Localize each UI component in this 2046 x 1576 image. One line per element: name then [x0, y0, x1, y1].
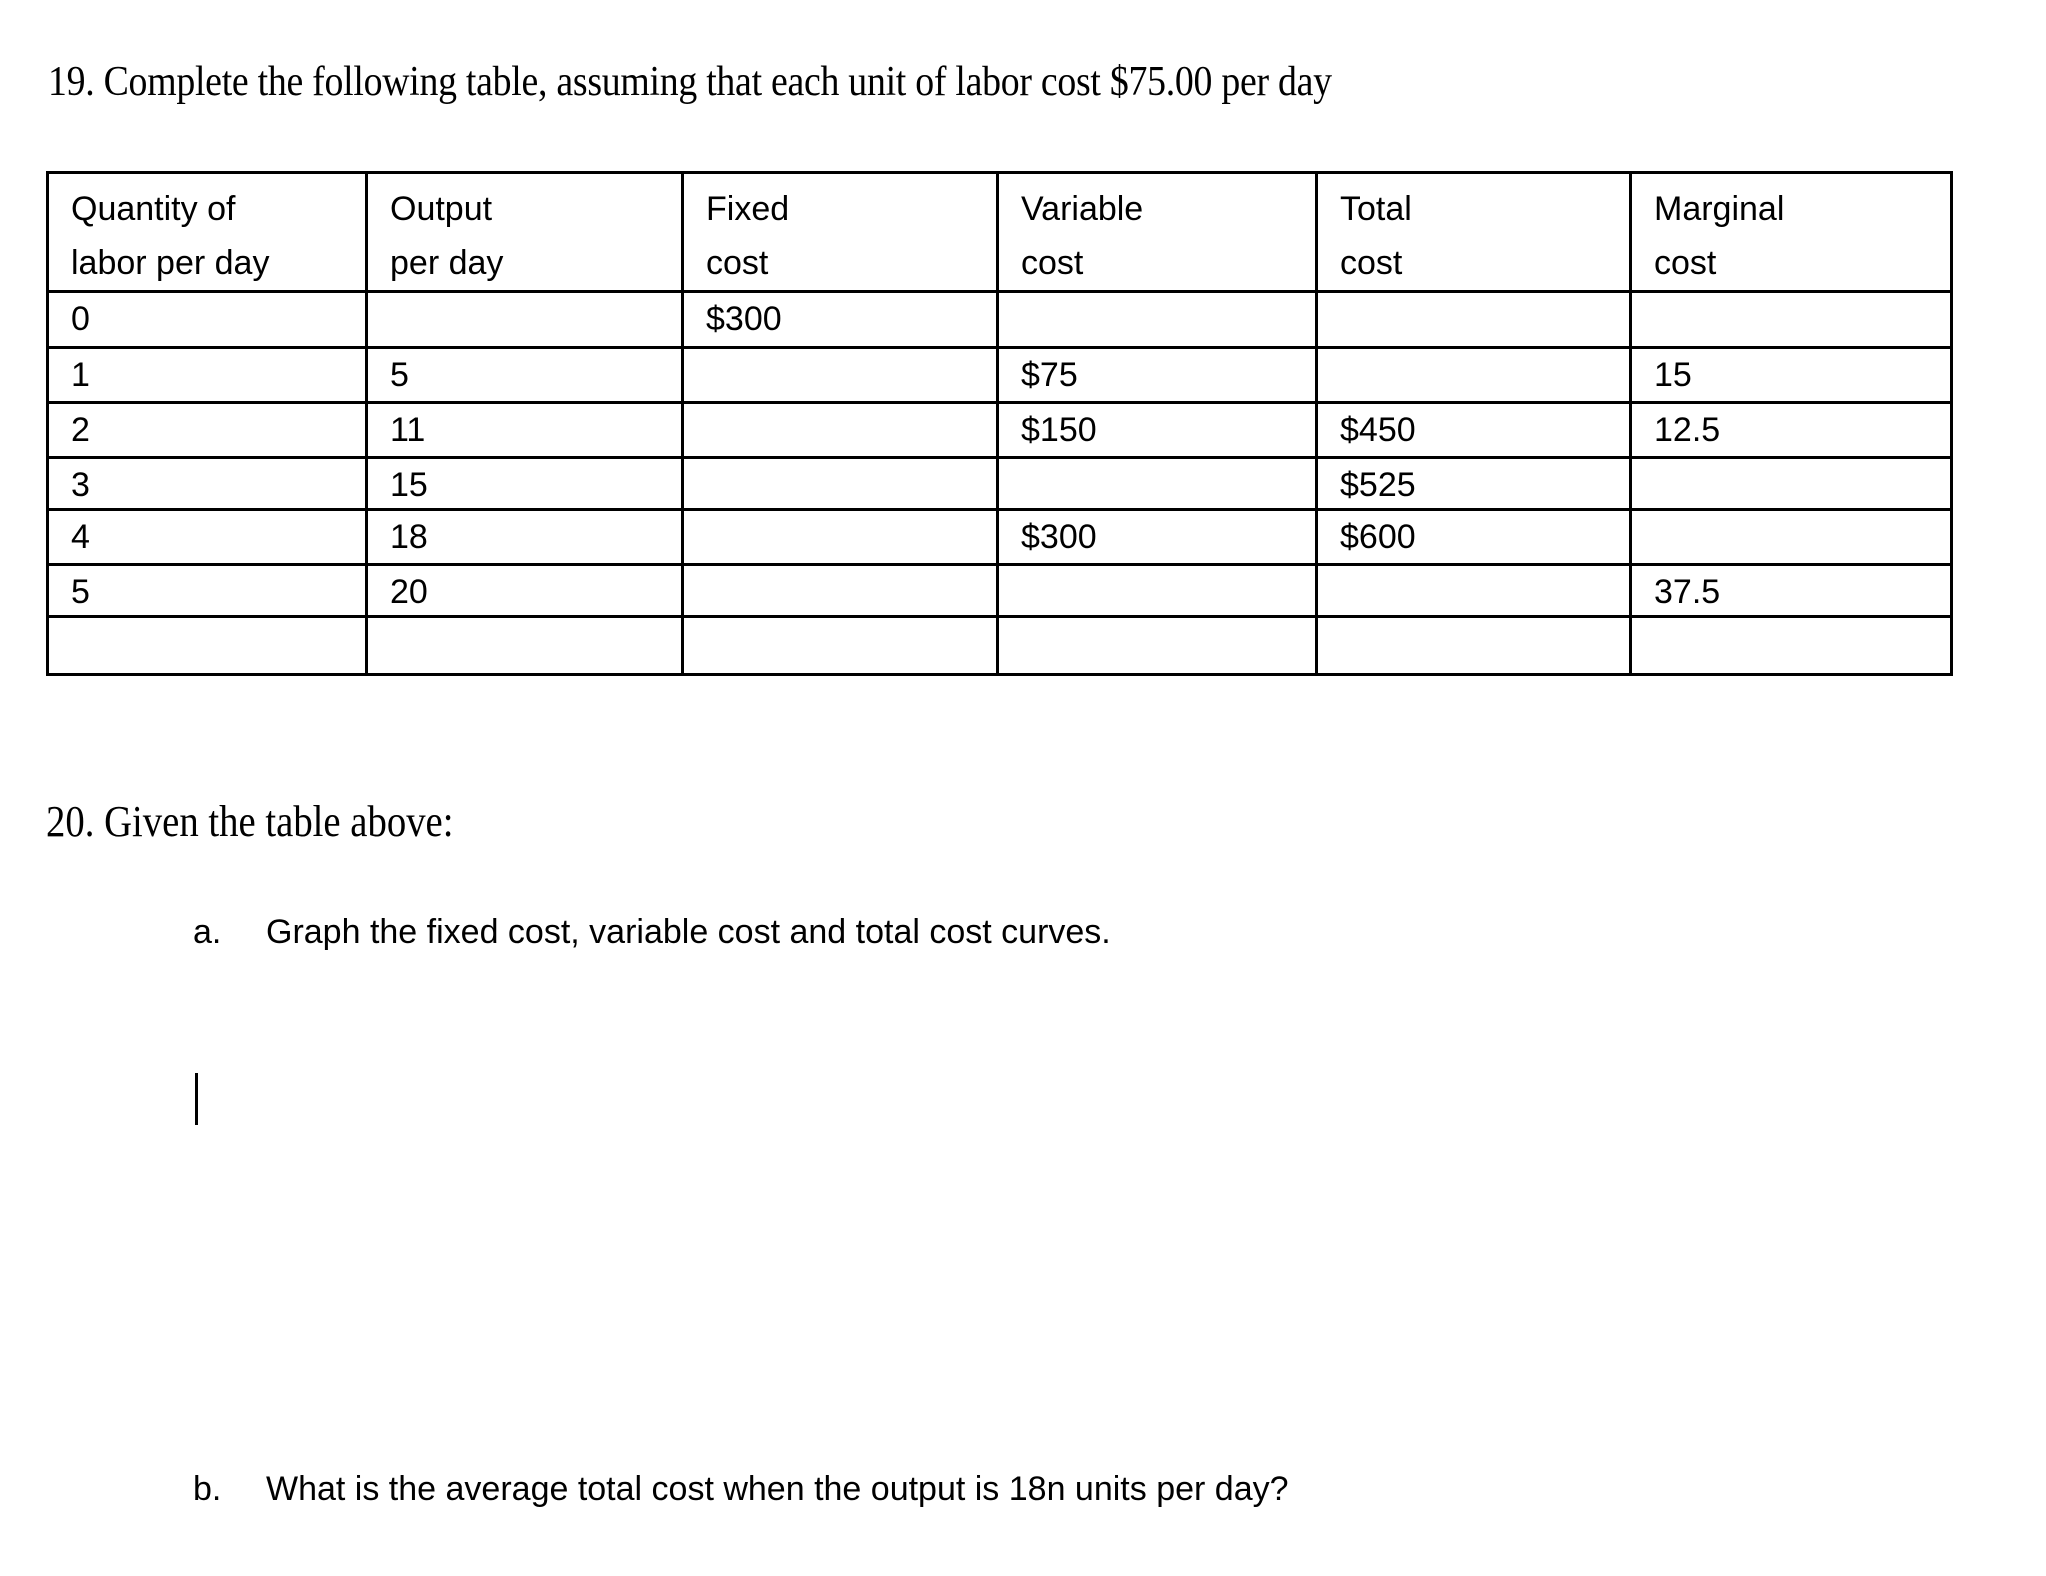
cell-marginal-cost[interactable]: 12.5 [1631, 403, 1952, 458]
cell-fixed-cost[interactable] [683, 565, 998, 617]
header-fixed-cost[interactable]: Fixed cost [683, 173, 998, 292]
cell-fixed-cost[interactable] [683, 458, 998, 510]
cell-total-cost[interactable]: $525 [1317, 458, 1631, 510]
header-quantity-of-labor[interactable]: Quantity of labor per day [48, 173, 367, 292]
header-variable-cost[interactable]: Variable cost [998, 173, 1317, 292]
table-row [48, 403, 1952, 458]
cell-total-cost[interactable] [1317, 565, 1631, 617]
cell-marginal-cost[interactable] [1631, 292, 1952, 348]
cell-output[interactable]: 11 [367, 403, 683, 458]
question-19-heading: 19. Complete the following table, assuming that each unit of labor cost $75.00 per day [48, 59, 1332, 105]
cell-labor[interactable]: 0 [48, 292, 367, 348]
cell-variable-cost[interactable] [998, 565, 1317, 617]
cell-total-cost[interactable] [1317, 617, 1631, 675]
cell-variable-cost[interactable] [998, 617, 1317, 675]
cell-variable-cost[interactable] [998, 292, 1317, 348]
cell-marginal-cost[interactable] [1631, 458, 1952, 510]
table-row-empty [48, 617, 1952, 675]
cell-output[interactable]: 20 [367, 565, 683, 617]
cell-marginal-cost[interactable] [1631, 617, 1952, 675]
cell-output[interactable]: 18 [367, 510, 683, 565]
question-20b-text: What is the average total cost when the output is 18n units per day? [266, 1470, 1289, 1508]
cell-labor[interactable]: 4 [48, 510, 367, 565]
header-output[interactable]: Output per day [367, 173, 683, 292]
cell-variable-cost[interactable]: $150 [998, 403, 1317, 458]
cell-output[interactable] [367, 292, 683, 348]
cell-total-cost[interactable] [1317, 348, 1631, 403]
table-row [48, 510, 1952, 565]
cell-variable-cost[interactable] [998, 458, 1317, 510]
cell-output[interactable] [367, 617, 683, 675]
cell-fixed-cost[interactable] [683, 617, 998, 675]
cell-output[interactable]: 5 [367, 348, 683, 403]
cell-fixed-cost[interactable]: $300 [683, 292, 998, 348]
cost-table [46, 171, 1953, 676]
cell-labor[interactable]: 5 [48, 565, 367, 617]
cell-variable-cost[interactable]: $75 [998, 348, 1317, 403]
table-header-row [48, 173, 1952, 292]
cell-output[interactable]: 15 [367, 458, 683, 510]
list-marker-a: a. [193, 913, 222, 951]
table-row [48, 292, 1952, 348]
cell-fixed-cost[interactable] [683, 348, 998, 403]
table-row [48, 458, 1952, 510]
table-row [48, 348, 1952, 403]
question-20-heading: 20. Given the table above: [46, 797, 454, 846]
cell-total-cost[interactable] [1317, 292, 1631, 348]
cell-total-cost[interactable]: $600 [1317, 510, 1631, 565]
header-total-cost[interactable]: Total cost [1317, 173, 1631, 292]
cell-labor[interactable] [48, 617, 367, 675]
cell-labor[interactable]: 1 [48, 348, 367, 403]
cell-fixed-cost[interactable] [683, 403, 998, 458]
cell-marginal-cost[interactable]: 15 [1631, 348, 1952, 403]
cell-total-cost[interactable]: $450 [1317, 403, 1631, 458]
table-row [48, 565, 1952, 617]
cell-marginal-cost[interactable] [1631, 510, 1952, 565]
cell-labor[interactable]: 3 [48, 458, 367, 510]
cell-marginal-cost[interactable]: 37.5 [1631, 565, 1952, 617]
cell-fixed-cost[interactable] [683, 510, 998, 565]
cell-variable-cost[interactable]: $300 [998, 510, 1317, 565]
list-marker-b: b. [193, 1470, 222, 1508]
text-cursor[interactable] [195, 1073, 198, 1125]
cell-labor[interactable]: 2 [48, 403, 367, 458]
header-marginal-cost[interactable]: Marginal cost [1631, 173, 1952, 292]
question-20a-text: Graph the fixed cost, variable cost and total cost curves. [266, 913, 1111, 951]
